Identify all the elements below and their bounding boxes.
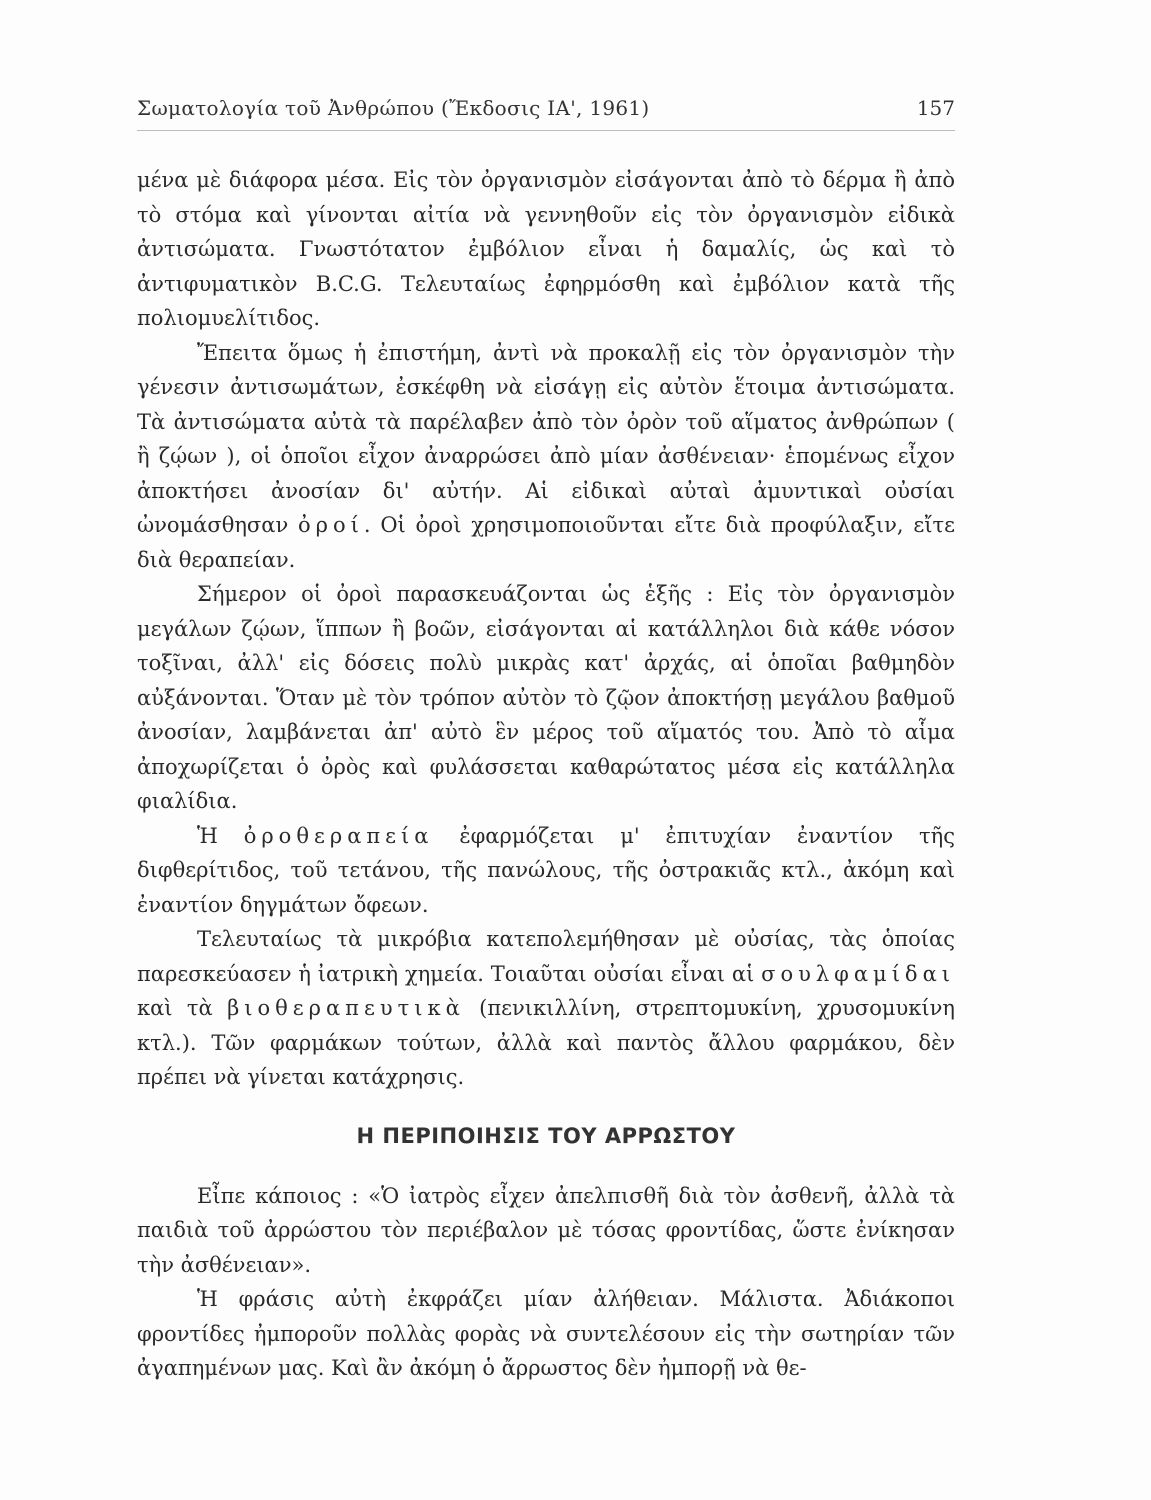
text-section-2 (137, 1179, 955, 1386)
body-text (137, 163, 955, 1386)
text-run: Εἶπε κάποιος : «Ὁ ἰατρὸς εἶχεν ἀπελπισθῆ διὰ τὸν ἀσθενῆ, ἀλλὰ τὰ παιδιὰ τοῦ ἀρρώστου τὸν περιέβαλον μὲ τόσας φροντίδας, ὥστε ἐνίκησαν τὴν ἀσθένειαν». (137, 1183, 955, 1277)
page-number: 157 (916, 96, 955, 120)
running-header (137, 96, 955, 126)
paragraph (137, 922, 955, 1095)
text-run: . Οἱ ὀροὶ χρησιμοποιοῦνται εἴτε διὰ προφύλαξιν, εἴτε διὰ θεραπείαν. (137, 513, 956, 572)
paragraph (137, 819, 955, 923)
paragraph (137, 163, 955, 336)
text-run: ἐφαρμόζεται μ' ἐπιτυχίαν ἐναντίον τῆς διφθερίτιδος, τοῦ τετάνου, τῆς πανώλους, τῆς ὀστρακιᾶς κτλ., ἀκόμη καὶ ἐναντίον δηγμάτων ὄφεων. (137, 823, 955, 917)
text-run: Ἡ φράσις αὐτὴ ἐκφράζει μίαν ἀλήθειαν. Μάλιστα. Ἀδιάκοποι φροντίδες ἠμποροῦν πολλὰς φορὰς νὰ συντελέσουν εἰς τὴν σωτηρίαν τῶν ἀγαπημένων μας. Καὶ ἂν ἀκόμη ὁ ἄρρωστος δὲν ἠμπορῇ νὰ θε- (137, 1287, 955, 1380)
spaced-term: ὀροθεραπεία (243, 823, 434, 848)
paragraph (137, 336, 955, 578)
header-rule (137, 130, 955, 131)
spaced-term: βιοθεραπευτικὰ (227, 996, 465, 1020)
paragraph (137, 1282, 955, 1386)
text-run: (πενικιλλίνη, στρεπτομυκίνη, χρυσομυκίνη κτλ.). Τῶν φαρμάκων τούτων, ἀλλὰ καὶ παντὸς ἄλλου φαρμάκου, δὲν πρέπει νὰ γίνεται κατάχρησις. (137, 996, 955, 1089)
text-section-1 (137, 163, 955, 1095)
spaced-term: σουλφαμίδαι (761, 961, 955, 986)
header-title: Σωματολογία τοῦ Ἀνθρώπου (Ἔκδοσις ΙΑ', 1961) (137, 96, 650, 120)
text-run: μένα μὲ διάφορα μέσα. Εἰς τὸν ὀργανισμὸν εἰσάγονται ἀπὸ τὸ δέρμα ἢ ἀπὸ τὸ στόμα καὶ γίνονται αἰτία νὰ γεννηθοῦν εἰς τὸν ὀργανισμὸν εἰδικὰ ἀντισώματα. Γνωστότατον ἐμβόλιον εἶναι ἡ δαμαλίς, ὡς καὶ τὸ ἀντιφυματικὸν B.C.G. Τελευταίως ἐφηρμόσθη καὶ ἐμβόλιον κατὰ τῆς πολιομυελίτιδος. (137, 168, 955, 330)
text-run: Σήμερον οἱ ὀροὶ παρασκευάζονται ὡς ἑξῆς : Εἰς τὸν ὀργανισμὸν μεγάλων ζῴων, ἵππων ἢ βοῶν, εἰσάγονται αἱ κατάλληλοι διὰ κάθε νόσον τοξῖναι, ἀλλ' εἰς δόσεις πολὺ μικρὰς κατ' ἀρχάς, αἱ ὁποῖαι βαθμηδὸν αὐξάνονται. Ὅταν μὲ τὸν τρόπον αὐτὸν τὸ ζῷον ἀποκτήσῃ μεγάλου βαθμοῦ ἀνοσίαν, λαμβάνεται ἀπ' αὐτὸ ἓν μέρος τοῦ αἵματός του. Ἀπὸ τὸ αἷμα ἀποχωρίζεται ὁ ὀρὸς καὶ φυλάσσεται καθαρώτατος μέσα εἰς κατάλληλα φιαλίδια. (137, 582, 955, 813)
text-run: Τελευταίως τὰ μικρόβια κατεπολεμήθησαν μὲ οὐσίας, τὰς ὁποίας παρεσκεύασεν ἡ ἰατρικὴ χημεία. Τοιαῦται οὐσίαι εἶναι αἱ (137, 927, 955, 986)
paragraph (137, 1179, 955, 1283)
text-run: Ἔπειτα ὅμως ἡ ἐπιστήμη, ἀντὶ νὰ προκαλῇ εἰς τὸν ὀργανισμὸν τὴν γένεσιν ἀντισωμάτων, ἐσκέφθη νὰ εἰσάγῃ εἰς αὐτὸν ἕτοιμα ἀντισώματα. Τὰ ἀντισώματα αὐτὰ τὰ παρέλαβεν ἀπὸ τὸν ὀρὸν τοῦ αἵματος ἀνθρώπων ( ἢ ζῴων ), οἱ ὁποῖοι εἶχον ἀναρρώσει ἀπὸ μίαν ἀσθένειαν· ἑπομένως εἶχον ἀποκτήσει ἀνοσίαν δι' αὐτήν. Αἱ εἰδικαὶ αὐταὶ ἀμυντικαὶ οὐσίαι ὠνομάσθησαν (137, 340, 955, 537)
text-run: καὶ τὰ (137, 996, 228, 1020)
text-run: Ἡ (197, 823, 244, 848)
paragraph (137, 577, 955, 819)
spaced-term: ὀροί (298, 513, 364, 537)
section-heading: Η ΠΕΡΙΠΟΙΗΣΙΣ ΤΟΥ ΑΡΡΩΣΤΟΥ (356, 1123, 736, 1148)
